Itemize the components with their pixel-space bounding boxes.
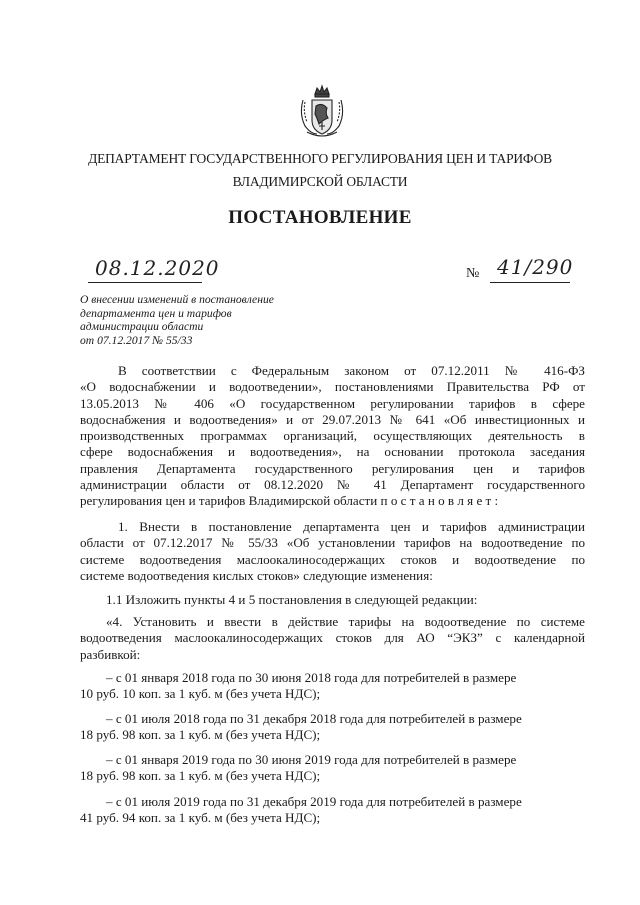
subject-line: от 07.12.2017 № 55/33 [80, 333, 193, 347]
number-label: № [466, 266, 480, 281]
tariff-item [80, 752, 585, 785]
document-number: 41/290 [497, 255, 574, 279]
preamble-line: регулирования цен и тарифов Владимирской области п о с т а н о в л я е т : [80, 493, 499, 509]
item-1-line: системе водоотведения кислых стоков» следующие изменения: [80, 567, 433, 583]
subject-line: администрации области [80, 320, 204, 334]
tariff-item [80, 711, 585, 744]
preamble-line: сфере водоснабжения и водоотведения», на основании протокола заседания [80, 444, 585, 460]
preamble-line: «О водоснабжении и водоотведении», постановлениями Правительства РФ от [80, 379, 585, 395]
tariff-price-line: 18 руб. 98 коп. за 1 куб. м (без учета НДС); [80, 727, 321, 743]
tariff-period-line: – с 01 января 2019 года по 30 июня 2019 года для потребителей в размере [106, 752, 517, 767]
item-1-1-paragraph [80, 592, 585, 608]
item-1-line: области от 07.12.2017 № 55/33 «Об установлении тарифов на водоотведение по [80, 535, 585, 551]
tariff-period-line: – с 01 июля 2019 года по 31 декабря 2019 года для потребителей в размере [106, 794, 522, 809]
tariff-period-line: – с 01 января 2018 года по 30 июня 2018 года для потребителей в размере [106, 670, 517, 685]
department-name-line2: ВЛАДИМИРСКОЙ ОБЛАСТИ [232, 174, 408, 189]
preamble-line: В соответствии с Федеральным законом от 07.12.2011 № 416-ФЗ [118, 363, 585, 378]
tariff-item [80, 794, 585, 827]
tariff-price-line: 41 руб. 94 коп. за 1 куб. м (без учета НДС); [80, 810, 321, 826]
subject-line: О внесении изменений в постановление [80, 293, 274, 306]
coat-of-arms-emblem [297, 84, 347, 140]
item-4-paragraph [80, 614, 585, 663]
number-underline [490, 282, 570, 283]
item-1-line: системе водоотведения маслоокалиносодержащих стоков и водоотведение по [80, 551, 585, 567]
tariff-price-line: 10 руб. 10 коп. за 1 куб. м (без учета НДС); [80, 686, 321, 702]
tariff-price-line: 18 руб. 98 коп. за 1 куб. м (без учета НДС); [80, 768, 321, 784]
preamble-paragraph [80, 363, 585, 510]
subject-line: департамента цен и тарифов [80, 306, 232, 320]
item-1-line: 1. Внести в постановление департамента цен и тарифов администрации [118, 519, 585, 534]
preamble-line: администрации области от 08.12.2020 № 41 Департамент государственного [80, 477, 585, 493]
item-4-line: водоотведения маслоокалиносодержащих стоков для АО “ЭКЗ” с календарной [80, 630, 585, 646]
department-name-line1: ДЕПАРТАМЕНТ ГОСУДАРСТВЕННОГО РЕГУЛИРОВАНИЯ ЦЕН И ТАРИФОВ [88, 151, 552, 166]
preamble-line: 13.05.2013 № 406 «О государственном регулировании тарифов в сфере [80, 395, 585, 411]
item-1-1-line: 1.1 Изложить пункты 4 и 5 постановления в следующей редакции: [106, 592, 478, 607]
date-underline [88, 282, 202, 283]
tariff-item [80, 670, 585, 703]
preamble-line: правления Департамента государственного регулирования цен и тарифов [80, 460, 585, 476]
item-4-line: разбивкой: [80, 646, 141, 662]
item-4-line: «4. Установить и ввести в действие тарифы на водоотведение по системе [106, 614, 585, 629]
preamble-line: производственных программах организаций, осуществляющих деятельность в [80, 428, 585, 444]
tariff-period-line: – с 01 июля 2018 года по 31 декабря 2018 года для потребителей в размере [106, 711, 522, 726]
document-date: 08.12.2020 [95, 256, 220, 280]
preamble-line: водоснабжения и водоотведения» и от 29.07.2013 № 641 «Об инвестиционных и [80, 411, 585, 427]
document-subject [80, 293, 320, 347]
document-title: ПОСТАНОВЛЕНИЕ [228, 207, 412, 228]
item-1-paragraph [80, 519, 585, 584]
